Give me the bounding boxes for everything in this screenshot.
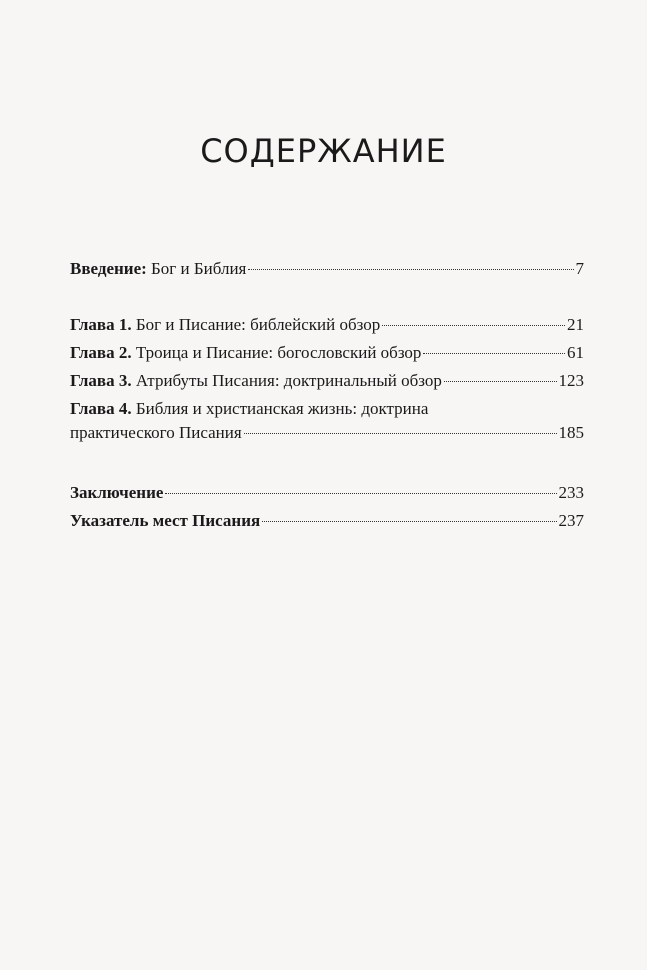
toc-entry-label: Глава 1.	[70, 315, 132, 334]
toc-entry-title: Бог и Писание: библейский обзор	[135, 315, 381, 334]
dot-leader	[248, 269, 573, 270]
toc-entry-text	[70, 481, 163, 505]
toc-entry-text	[70, 369, 442, 393]
toc-entry-label: Указатель мест Писания	[70, 511, 261, 530]
toc-page-number: 61	[567, 343, 584, 362]
toc-end-group	[70, 481, 584, 533]
toc-page-number: 237	[558, 511, 584, 530]
toc-entry-chapter-4-line1[interactable]	[70, 397, 584, 421]
toc-page-number: 21	[567, 315, 584, 334]
dot-leader	[444, 381, 557, 382]
toc-entry-text	[70, 509, 260, 533]
toc-entry-chapter-3[interactable]	[70, 369, 584, 393]
toc-entry-title: Атрибуты Писания: доктринальный обзор	[135, 371, 442, 390]
page-title: СОДЕРЖАНИЕ	[200, 132, 447, 170]
dot-leader	[382, 325, 565, 326]
toc-entry-chapter-2[interactable]	[70, 341, 584, 365]
dot-leader	[262, 521, 556, 522]
toc-entry-label: Глава 4.	[70, 399, 132, 418]
toc-entry-conclusion[interactable]	[70, 481, 584, 505]
toc-entry-text	[70, 313, 380, 337]
toc-entry-title: Бог и Библия	[151, 259, 247, 278]
toc-intro-group	[70, 257, 584, 281]
toc-entry-label: Введение:	[70, 259, 147, 278]
dot-leader	[423, 353, 565, 354]
dot-leader	[244, 433, 557, 434]
toc-entry-text	[70, 257, 246, 281]
toc-page-number: 185	[558, 423, 584, 442]
toc-entry-title: Троица и Писание: богословский обзор	[135, 343, 422, 362]
toc-entry-label: Заключение	[70, 483, 164, 502]
toc-entry-index[interactable]	[70, 509, 584, 533]
toc-entry-label: Глава 3.	[70, 371, 132, 390]
toc-page-number: 233	[558, 483, 584, 502]
toc-entry-chapter-4[interactable]	[70, 421, 584, 445]
toc-entry-chapter-1[interactable]	[70, 313, 584, 337]
toc-page-number: 7	[575, 259, 584, 278]
toc-chapters-group	[70, 313, 584, 449]
dot-leader	[165, 493, 556, 494]
toc-entry-intro[interactable]	[70, 257, 584, 281]
toc-entry-title-continued: практического Писания	[70, 423, 242, 442]
toc-entry-title: Библия и христианская жизнь: доктрина	[135, 399, 429, 418]
toc-entry-label: Глава 2.	[70, 343, 132, 362]
toc-entry-text	[70, 341, 421, 365]
toc-page-number: 123	[558, 371, 584, 390]
